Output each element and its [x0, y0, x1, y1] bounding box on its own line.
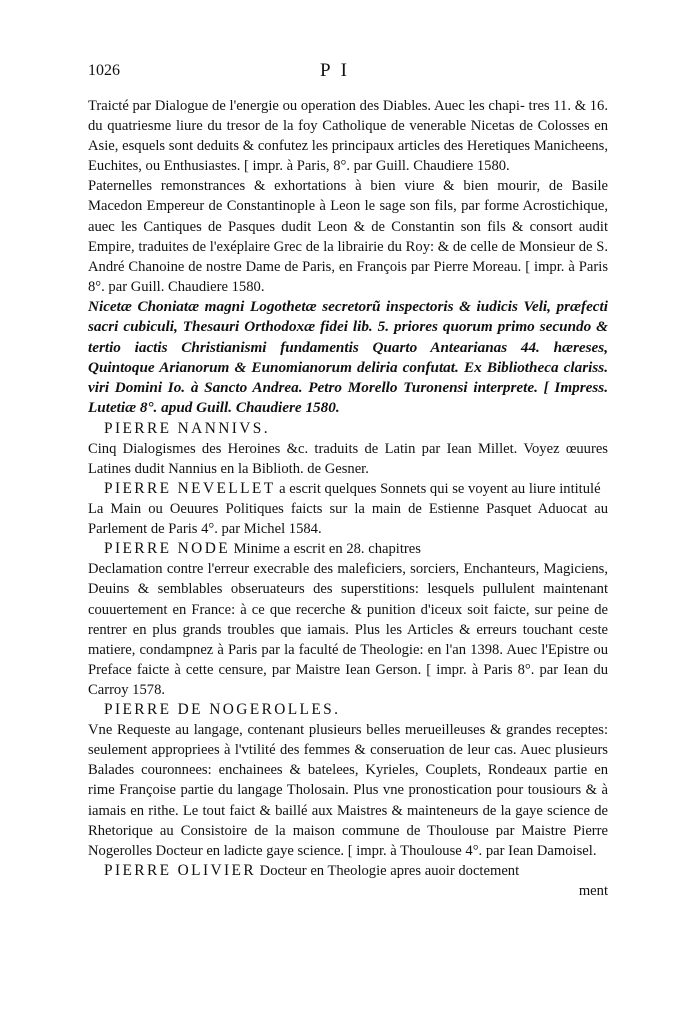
- entry-paragraph: Traicté par Dialogue de l'energie ou operation des Diables. Auec les chapi- tres 11. & 16. du quatriesme liure du tresor de la foy Catholique de venerable Nicetas de Colosses en Asie, esquels sont deduits & confutez les principaux articles des Heretiques Manicheens, Euchites, ou Enthusiastes. [ impr. à Paris, 8°. par Guill. Chaudiere 1580.: [88, 98, 608, 175]
- author-heading: [88, 419, 608, 439]
- entry-paragraph: Vne Requeste au langage, contenant plusieurs belles merueilleuses & grandes receptes: seulement appropriees à l'vtilité des femmes & conseruation de leur cas. Auec plusieurs Balades couronnees: enchainees & batelees, Kyrieles, Couplets, Rondeaux partie en rime Françoise partie du langage Tholosain. Plus vne pronostication pour tousiours & à iamais en rithe. Le tout faict & baillé aux Maistres & mainteneurs de la gaye science de Rhetorique au Consistoire de la maison commune de Thoulouse par Maistre Pierre Nogerolles Docteur en ladicte gaye science. [ impr. à Thoulouse 4°. par Iean Damoisel.: [88, 722, 608, 859]
- entry-paragraph: Cinq Dialogismes des Heroines &c. traduits de Latin par Iean Millet. Voyez œuures Latines dudit Nannius en la Biblioth. de Gesner.: [88, 440, 608, 477]
- author-heading: [88, 479, 608, 499]
- author-name: PIERRE NODE: [104, 540, 231, 558]
- author-heading: [88, 539, 608, 559]
- entry-paragraph: Paternelles remonstrances & exhortations à bien viure & bien mourir, de Basile Macedon Empereur de Constantinople à Leon le sage son fils, par forme Acrostichique, auec les Cantiques de Pasques dudit Leon & de Constantin son fils & consort audit Empire, traduites de l'exéplaire Grec de la librairie du Roy: & de celle de Monsieur de S. André Chanoine de nostre Dame de Paris, en François par Pierre Moreau. [ impr. à Paris 8°. par Guill. Chaudiere 1580.: [88, 178, 608, 295]
- author-heading-text: a escrit quelques Sonnets qui se voyent au liure intitulé: [275, 481, 601, 497]
- author-heading: [88, 861, 608, 881]
- latin-entry-paragraph: Nicetæ Choniatæ magni Logothetæ secretorũ inspectoris & iudicis Veli, præfecti sacri cubiculi, Thesauri Orthodoxæ fidei lib. 5. priores quorum primo secundo & tertio iactis Christianismi fundamentis Quarto Antearianas 44. hæreses, Quintoque Arianorum & Eunomianorum deliria confutat. Ex Bibliotheca clariss. viri Domini Io. à Sancto Andrea. Petro Morello Turonensi interprete. [ Impress. Lutetiæ 8°. apud Guill. Chaudiere 1580.: [88, 297, 608, 417]
- entry-paragraph: Declamation contre l'erreur execrable des maleficiers, sorciers, Enchanteurs, Magiciens, Deuins & semblables obseruateurs des superstitions: lesquels pullulent maintenant couuertement en France: à ce que recerche & punition d'iceux soit faicte, sur peine de rentrer en plus grands troubles que iamais. Plus les Articles & erreurs touchant ceste matiere, condampnez à Paris par la faculté de Theologie: en l'an 1398. Auec l'Epistre ou Preface faicte à cette censure, par Maistre Iean Gerson. [ impr. à Paris 8°. par Iean du Carroy 1578.: [88, 561, 608, 698]
- author-name: PIERRE OLIVIER: [104, 861, 257, 879]
- author-name: PIERRE NANNIVS.: [104, 419, 270, 437]
- author-heading-text: Minime a escrit en 28. chapitres: [230, 541, 421, 558]
- page-body: [88, 96, 608, 901]
- author-heading-text: Docteur en Theologie apres auoir doctement: [256, 862, 520, 879]
- running-head: P I: [320, 60, 350, 81]
- page-number: 1026: [88, 62, 120, 79]
- page-header: [88, 62, 608, 86]
- author-name: PIERRE DE NOGEROLLES.: [104, 701, 341, 719]
- catchword: ment: [578, 882, 608, 899]
- author-name: PIERRE NEVELLET: [104, 480, 276, 497]
- entry-paragraph: La Main ou Oeuures Politiques faicts sur la main de Estienne Pasquet Aduocat au Parlement de Paris 4°. par Michel 1584.: [88, 501, 608, 538]
- author-heading: [88, 700, 608, 720]
